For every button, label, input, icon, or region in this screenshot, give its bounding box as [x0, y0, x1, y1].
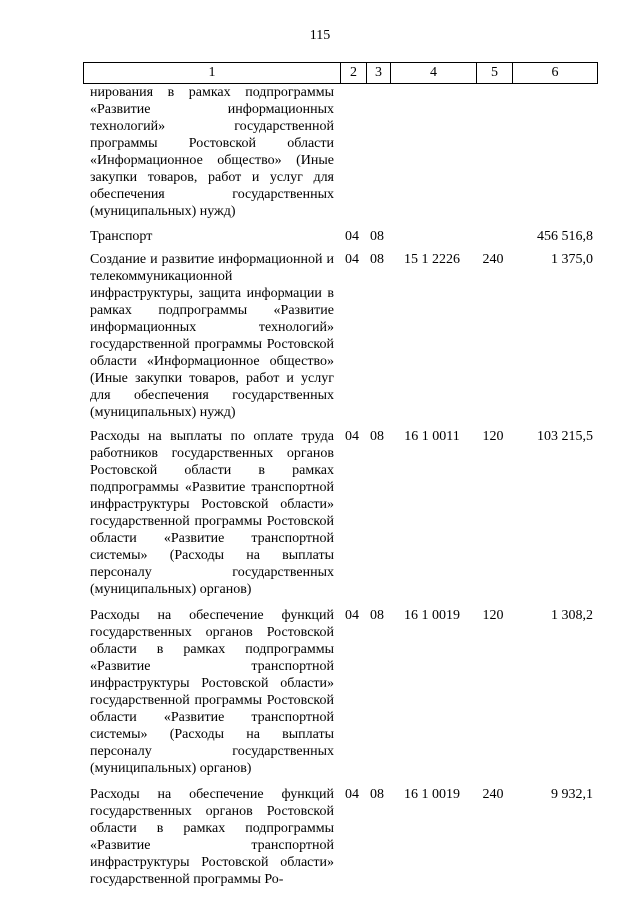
row-csr: 16 1 0019	[404, 608, 460, 623]
row-vr: 120	[482, 429, 504, 444]
row-rz: 04	[345, 252, 359, 267]
row-pr: 08	[370, 252, 384, 267]
row-description: Расходы на выплаты по оплате труда работников государственных органов Ростовской области в рамках подпрограммы «Развитие транспортной инфраструктуры Ростовской области» государственной программы Ростовской области «Развитие транспортной системы» (Расходы на выплаты персоналу государственных (муниципальных) органов)	[90, 429, 334, 597]
header-col-3: 3	[375, 65, 382, 80]
header-col-1: 1	[208, 65, 216, 80]
row-rz: 04	[345, 229, 359, 244]
row-rz: 04	[345, 429, 359, 444]
table-row	[83, 428, 598, 598]
row-description: Создание и развитие информационной и телекоммуникационной инфраструктуры, защита информации в рамках подпрограммы «Развитие информационных технологий» государственной программы Ростовской области «Информационное общество» (Иные закупки товаров, работ и услуг для обеспечения государственных (муниципальных) нужд)	[90, 252, 334, 420]
row-vr: 240	[482, 252, 504, 267]
table-row	[83, 251, 598, 421]
row-sum: 1 375,0	[551, 252, 593, 267]
row-rz: 04	[345, 787, 359, 802]
row-description: Расходы на обеспечение функций государственных органов Ростовской области в рамках подпрограммы «Развитие транспортной инфраструктуры Ростовской области» государственной программы Ро-	[90, 787, 334, 887]
row-sum: 1 308,2	[551, 608, 593, 623]
row-vr: 240	[482, 787, 504, 802]
row-rz: 04	[345, 608, 359, 623]
row-pr: 08	[370, 229, 384, 244]
table-row	[83, 786, 598, 888]
header-col-2: 2	[350, 65, 357, 80]
table-row	[83, 228, 598, 245]
table-body	[83, 84, 598, 888]
row-description: Расходы на обеспечение функций государственных органов Ростовской области в рамках подпрограммы «Развитие транспортной инфраструктуры Ростовской области» государственной программы Ростовской области «Развитие транспортной системы» (Расходы на выплаты персоналу государственных (муниципальных) органов)	[90, 608, 334, 776]
row-csr: 15 1 2226	[404, 252, 460, 267]
row-vr: 120	[482, 608, 504, 623]
page-number: 115	[309, 28, 331, 43]
row-sum: 9 932,1	[551, 787, 593, 802]
header-col-5: 5	[491, 65, 498, 80]
header-col-6: 6	[551, 65, 559, 80]
row-sum: 103 215,5	[537, 429, 593, 444]
row-csr: 16 1 0011	[404, 429, 460, 444]
row-description: нирования в рамках подпрограммы «Развитие информационных технологий» государственной программы Ростовской области «Информационное общество» (Иные закупки товаров, работ и услуг для обеспечения государственных (муниципальных) нужд)	[90, 85, 334, 219]
row-csr: 16 1 0019	[404, 787, 460, 802]
table-row	[83, 607, 598, 777]
table-row	[83, 84, 598, 220]
row-sum: 456 516,8	[537, 229, 593, 244]
header-col-4: 4	[430, 65, 437, 80]
row-pr: 08	[370, 429, 384, 444]
row-description: Транспорт	[90, 229, 153, 244]
row-pr: 08	[370, 608, 384, 623]
row-pr: 08	[370, 787, 384, 802]
table-header	[83, 62, 598, 84]
